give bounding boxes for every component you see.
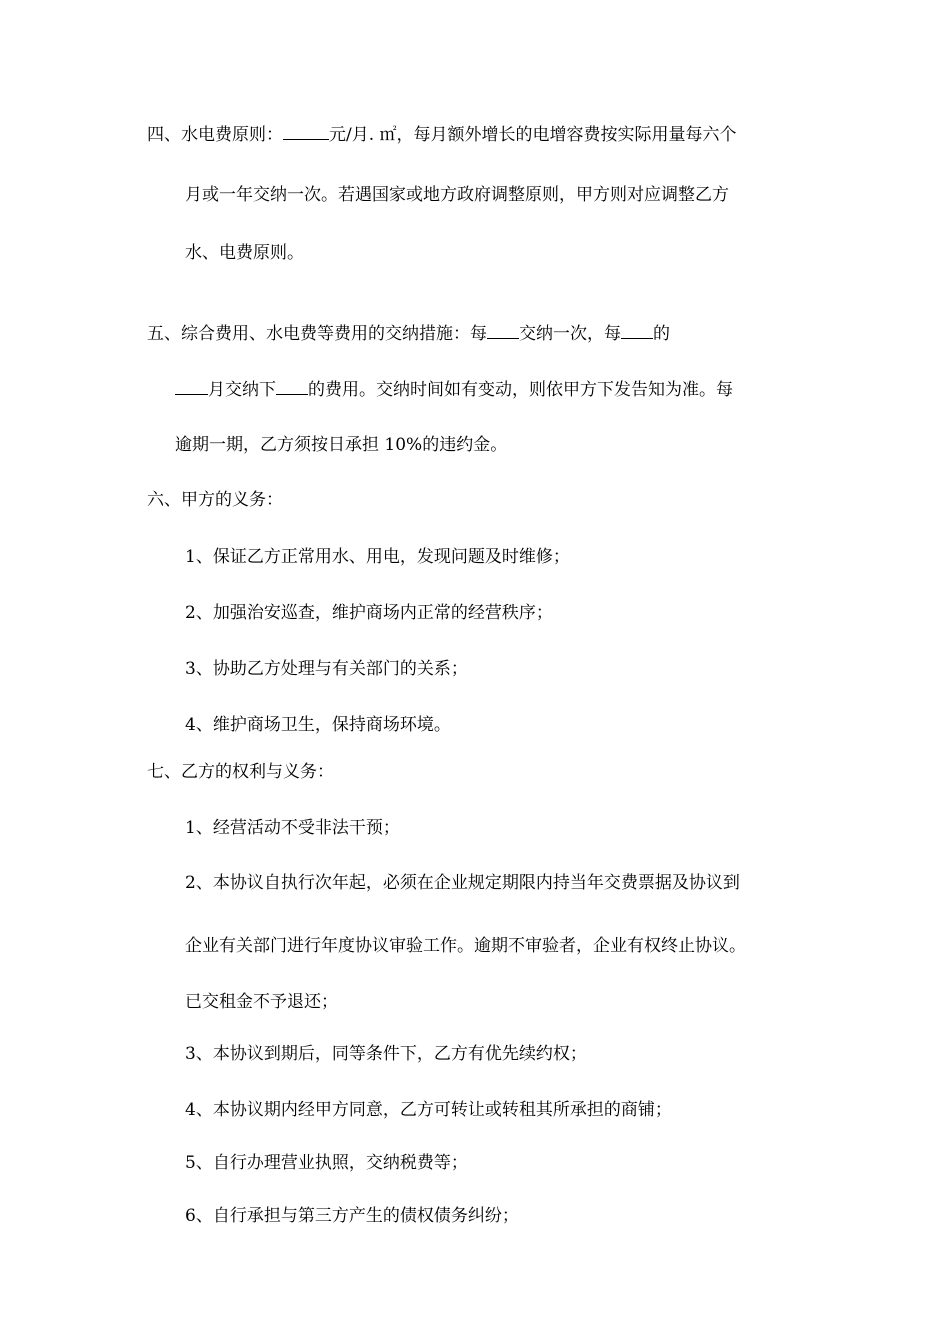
blank-fill-line (175, 376, 208, 395)
sec6-item: 3、协助乙方处理与有关部门的关系； (185, 659, 468, 679)
blank-fill-line (276, 376, 308, 395)
sec7-item-cont: 已交租金不予退还； (185, 992, 338, 1012)
sec7-item: 4、本协议期内经甲方同意，乙方可转让或转租其所承担的商铺； (185, 1100, 672, 1120)
sec7-item: 2、本协议自执行次年起，必须在企业规定期限内持当年交费票据及协议到 (185, 873, 740, 893)
sec5-text: 月交纳下 (208, 380, 276, 400)
blank-fill-line (487, 320, 519, 339)
sec4-heading: 四、水电费原则： (147, 125, 283, 145)
sec7-item: 6、自行承担与第三方产生的债权债务纠纷； (185, 1206, 519, 1226)
blank-fill-line (621, 320, 653, 339)
sec7-item-cont: 企业有关部门进行年度协议审验工作。逾期不审验者，企业有权终止协议。 (185, 936, 746, 956)
sec7-item: 1、经营活动不受非法干预； (185, 818, 400, 838)
sec6-title: 六、甲方的义务： (147, 490, 283, 510)
sec4-line2: 月或一年交纳一次。若遇国家或地方政府调整原则，甲方则对应调整乙方 (185, 185, 729, 205)
sec5-text: 的费用。交纳时间如有变动，则依甲方下发告知为准。每 (308, 380, 733, 400)
sec6-item: 4、维护商场卫生，保持商场环境。 (185, 715, 451, 735)
sec4-line3: 水、电费原则。 (185, 243, 304, 263)
blank-fill-line (283, 121, 329, 140)
sec7-item: 5、自行办理营业执照，交纳税费等； (185, 1153, 468, 1173)
sec5-line3: 逾期一期，乙方须按日承担 10%的违约金。 (175, 435, 508, 455)
sec5-line1 (147, 320, 670, 345)
sec6-item: 2、加强治安巡查，维护商场内正常的经营秩序； (185, 603, 553, 623)
sec7-title: 七、乙方的权利与义务： (147, 762, 334, 782)
sec4-line1 (147, 121, 737, 146)
sec5-line2 (175, 376, 733, 401)
sec5-text: 的 (653, 324, 670, 344)
sec7-item: 3、本协议到期后，同等条件下，乙方有优先续约权； (185, 1044, 587, 1064)
sec5-heading: 五、综合费用、水电费等费用的交纳措施：每 (147, 324, 487, 344)
sec4-text: 元/月. ㎡，每月额外增长的电增容费按实际用量每六个 (329, 125, 737, 145)
sec5-text: 交纳一次，每 (519, 324, 621, 344)
sec6-item: 1、保证乙方正常用水、用电，发现问题及时维修； (185, 547, 570, 567)
